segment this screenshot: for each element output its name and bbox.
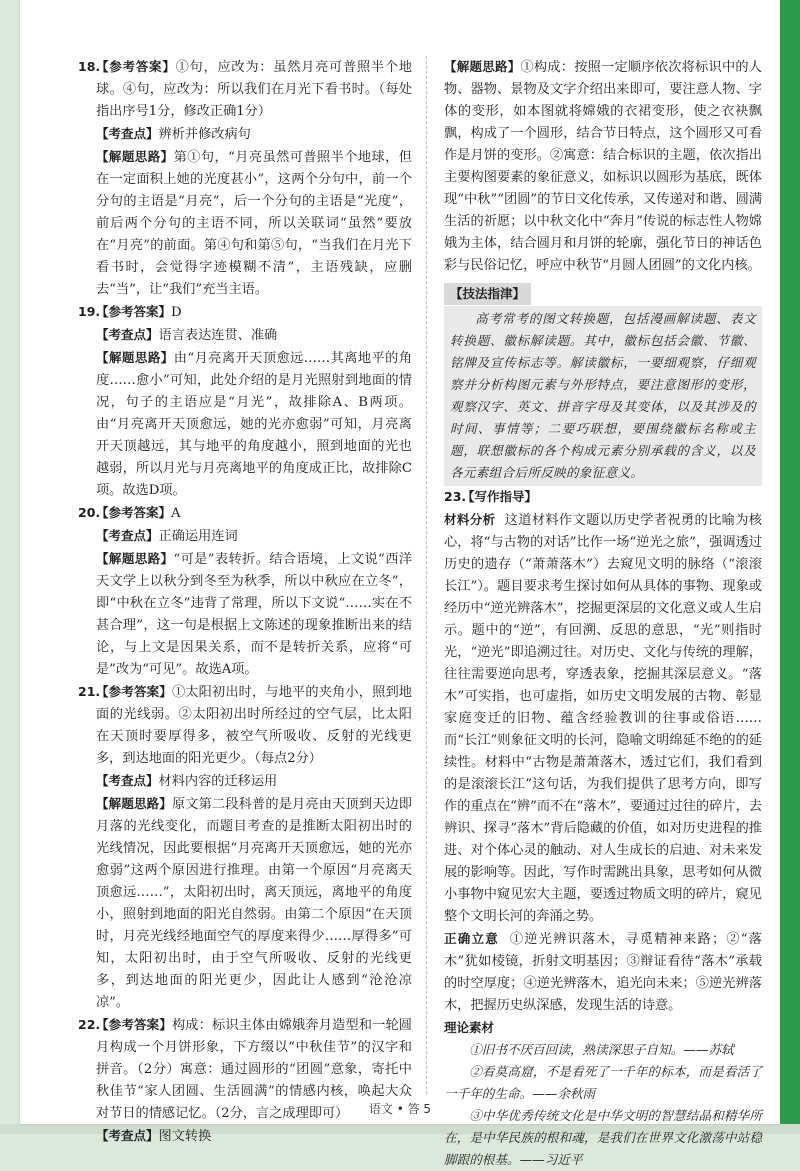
question-21	[78, 681, 412, 1014]
question-number: 19.	[78, 304, 101, 319]
tips-heading: 【技法指津】	[444, 283, 531, 305]
quote-2: ②看莫高窟，不是看死了一千年的标本，而是看活了一千年的生命。——余秋雨	[444, 1064, 762, 1101]
exam-point: 【考查点】语言表达连贯、准确	[96, 327, 278, 343]
column-divider	[426, 56, 427, 1094]
solution-idea: 【解题思路】第①句，“月亮虽然可普照半个地球，但在一定面积上她的光度甚小”，这两个分句中，前一个分句的主语是“月亮”，后一个分句的主语是“光度”，前后两个分句的主语不同，所以关联词“虽然”要放在“月亮”的前面。第④句和第⑤句，“当我们在月光下看书时，会觉得字迹模糊不清”，主语残缺，应删去“当”，让“我们”充当主语。	[96, 149, 412, 297]
question-19	[78, 301, 412, 502]
question-number: 18.	[78, 59, 101, 74]
question-number: 22.	[78, 1017, 101, 1032]
theory-material-heading: 理论素材	[444, 1020, 495, 1035]
reference-answer: 【参考答案】D	[96, 304, 182, 320]
question-number: 20.	[78, 505, 101, 520]
left-column	[78, 56, 412, 1148]
question-23	[444, 486, 762, 509]
quote-3: ③中华优秀传统文化是中华文明的智慧结晶和精华所在，是中华民族的根和魂，是我们在世界文化激荡中站稳脚跟的根基。——习近平	[444, 1108, 762, 1167]
green-side-strip	[780, 0, 800, 1124]
question-number: 21.	[78, 684, 101, 699]
question-18	[78, 56, 412, 301]
solution-idea: 【解题思路】由“月亮离开天顶愈远……其离地平的角度……愈小”可知，此处介绍的是月光照射到地面的情况，句子的主语应是“月光”，故排除A、B两项。由“月亮离开天顶愈远，她的光亦愈弱”可知，月亮离开天顶越远，其与地平的角度越小，照到地面的光也越弱，所以月光与月亮离地平的角度成正比，故排除C项。故选D项。	[96, 350, 412, 498]
exam-point: 【考查点】材料内容的迁移运用	[96, 773, 278, 789]
exam-point: 【考查点】图文转换	[96, 1128, 212, 1144]
tips-section	[444, 277, 762, 486]
material-analysis: 材料分析 这道材料作文题以历史学者祝勇的比喻为核心，将“与古物的对话”比作一场“逆光之旅”，强调透过历史的遗存（“萧萧落木”）去窥见文明的脉络（“滚滚长江”）。题目要求考生探讨如何从具体的事物、现象或经历中“逆光辨落木”，挖掘更深层的文化意义或人生启示。题中的“逆”，有回溯、反思的意思，“光”则指时光，“逆光”即追溯过往。对历史、文化与传统的理解，往往需要逆向思考，穿透表象，挖掘其深层意义。“落木”可实指，也可虚指，如历史文明发展的古物、彰显家庭变迁的旧物、蕴含经验教训的往事或俗语……而“长江”则象征文明的长河，隐喻文明绵延不绝的的延续性。材料中“古物是萧萧落木，透过它们，我们看到的是滚滚长江”这句话，为我们提供了思考方向，即写作的重点在“辨”而不在“落木”，要通过过往的碎片，去辨识、探寻“落木”背后隐藏的价值，如对历史进程的推进、对个体心灵的触动、对人生成长的启迪、对未来发展的影响等。因此，写作时需跳出具象，思考如何从微小事物中窥见宏大主题，要透过物质文明的碎片，窥见整个文明长河的奔涌之势。	[444, 512, 762, 924]
solution-idea: 【解题思路】“可是”表转折。结合语境，上文说“西洋天文学上以秋分到冬至为秋季，所以中秋应在立冬”，即“中秋在立冬”违背了常理，所以下文说“……实在不甚合理”，这一句是根据上文陈述的现象推断出来的结论，与上文是因果关系，而不是转折关系，应将“可是”改为“可见”。故选A项。	[96, 551, 412, 677]
solution-idea: 【解题思路】原文第二段科普的是月亮由天顶到天边即月落的光线变化，而题目考查的是推断太阳初出时的光线情况，因此要根据“月亮离开天顶愈远，她的光亦愈弱”这两个原因进行推理。由第一个原因“月亮离天顶愈远……”，太阳初出时，离天顶远，离地平的角度小，照射到地面的阳光自然弱。由第二个原因“在天顶时，月亮光线经地面空气的厚度来得少……厚得多”可知，太阳初出时，由于空气所吸收、反射的光线更多，到达地面的阳光更少，因此让人感到“沧沧凉凉”。	[96, 796, 412, 1010]
reference-answer: 【参考答案】①句，应改为：虽然月亮可普照半个地球。④句，应改为：所以我们在月光下看书时。（每处指出序号1分，修改正确1分）	[96, 59, 412, 119]
correct-theme: 正确立意 ①逆光辨识落木，寻觅精神来路；②“落木”犹如棱镜，折射文明基因；③辩证看待“落木”承载的时空厚度；④逆光辨落木，追光向未来；⑤逆光辨落木，把握历史纵深感，发现生活的诗意。	[444, 931, 762, 1013]
solution-idea-q22: 【解题思路】①构成：按照一定顺序依次将标识中的人物、器物、景物及文字介绍出来即可，要注意人物、字体的变形，如本图就将嫦娥的衣裙变形，使之衣袂飘飘，构成了一个圆形，结合节日特点，这个圆形又可看作是月饼的变形。②寓意：结合标识的主题，依次指出主要构图要素的象征意义，如标识以圆形为基底，既体现“中秋”“团圆”的节日文化传承，又传递对和谐、圆满生活的祈愿；以中秋文化中“奔月”传说的标志性人物嫦娥为主体，结合圆月和月饼的轮廓，强化节日的神话色彩与民俗记忆，呼应中秋节“月圆人团圆”的文化内核。	[444, 59, 762, 273]
exam-point: 【考查点】辨析并修改病句	[96, 126, 251, 142]
question-number: 23.	[444, 489, 467, 504]
reference-answer: 【参考答案】构成：标识主体由嫦娥奔月造型和一轮圆月构成一个月饼形象，下方缀以“中秋佳节”的汉字和拼音。（2分）寓意：通过圆形的“团圆”意象，寄托中秋佳节“家人团圆、生活圆满”的情感内核，唤起大众对节日的情感记忆。（2分，言之成理即可）	[96, 1017, 412, 1121]
reference-answer: 【参考答案】①太阳初出时，与地平的夹角小，照到地面的光线弱。②太阳初出时所经过的空气层，比太阳在天顶时要厚得多，被空气所吸收、反射的光线更多，到达地面的阳光更少。（每点2分）	[96, 684, 412, 766]
right-column	[444, 56, 762, 1171]
writing-guide-heading: 【写作指导】	[462, 489, 538, 504]
reference-answer: 【参考答案】A	[96, 505, 181, 521]
question-22	[78, 1014, 412, 1148]
exam-point: 【考查点】正确运用连词	[96, 528, 238, 544]
tips-body: 高考常考的图文转换题，包括漫画解读题、表文转换题、徽标解读题。其中，徽标包括会徽、节徽、铭牌及宣传标志等。解读徽标，一要细观察，仔细观察并分析构图元素与外形特点，要注意图形的变形，观察汉字、英文、拼音字母及其变体，以及其涉及的时间、事情等；二要巧联想，要围绕徽标名称或主题，联想徽标的各个构成元素分别承载的含义，以及各元素组合后所反映的象征意义。	[444, 306, 762, 486]
question-20	[78, 502, 412, 681]
quote-1: ①旧书不厌百回读，熟读深思子自知。——苏轼	[469, 1042, 734, 1057]
page-footer: 语文 • 答 5	[368, 1102, 432, 1116]
answer-page	[20, 0, 780, 1167]
